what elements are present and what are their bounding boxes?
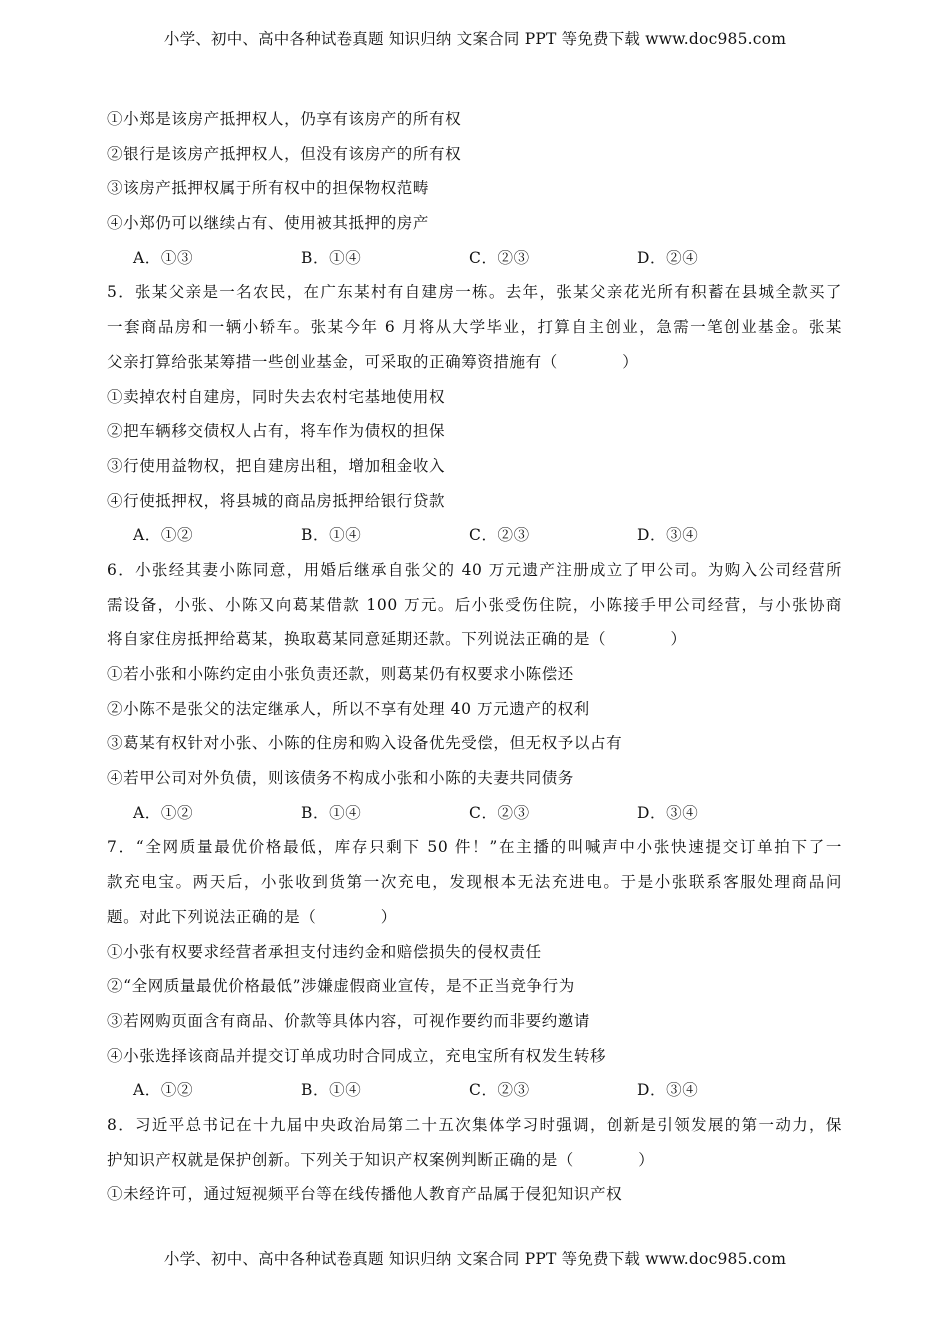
page-header: 小学、初中、高中各种试卷真题 知识归纳 文案合同 PPT 等免费下载 www.doc985.com	[163, 30, 787, 48]
q7-option-c: C．②③	[469, 1081, 530, 1100]
q5-stem-line-1: 5．张某父亲是一名农民，在广东某村有自建房一栋。去年，张某父亲花光所有积蓄在县城全款买了	[107, 283, 842, 302]
q6-stem-line-2: 需设备，小张、小陈又向葛某借款 100 万元。后小张受伤住院，小陈接手甲公司经营，与小张协商	[107, 595, 842, 614]
q4-statement-3: ③该房产抵押权属于所有权中的担保物权范畴	[107, 179, 430, 198]
q5-statement-1: ①卖掉农村自建房，同时失去农村宅基地使用权	[107, 387, 446, 406]
q7-statement-3: ③若网购页面含有商品、价款等具体内容，可视作要约而非要约邀请	[107, 1011, 591, 1030]
q6-option-a: A．①②	[133, 803, 194, 822]
q5-option-c: C．②③	[469, 526, 530, 545]
q4-statement-1: ①小郑是该房产抵押权人，仍享有该房产的所有权	[107, 110, 462, 128]
q6-statement-1: ①若小张和小陈约定由小张负责还款，则葛某仍有权要求小陈偿还	[107, 665, 574, 683]
q7-statement-4: ④小张选择该商品并提交订单成功时合同成立，充电宝所有权发生转移	[107, 1046, 607, 1065]
q7-stem-line-3: 题。对此下列说法正确的是（ ）	[107, 907, 397, 926]
q6-statement-3: ③葛某有权针对小张、小陈的住房和购入设备优先受偿，但无权予以占有	[107, 734, 623, 753]
q8-stem-line-1: 8．习近平总书记在十九届中央政治局第二十五次集体学习时强调，创新是引领发展的第一动力，保	[107, 1115, 842, 1134]
q4-statement-2: ②银行是该房产抵押权人，但没有该房产的所有权	[107, 144, 462, 163]
q5-statement-2: ②把车辆移交债权人占有，将车作为债权的担保	[107, 422, 446, 441]
q5-stem-line-2: 一套商品房和一辆小轿车。张某今年 6 月将从大学毕业，打算自主创业，急需一笔创业基金。张某	[107, 318, 842, 337]
q6-option-d: D．③④	[637, 803, 699, 822]
q7-stem-line-1: 7．“全网质量最优价格最低，库存只剩下 50 件！”在主播的叫喊声中小张快速提交订单拍下了一	[107, 838, 842, 857]
q8-statement-1: ①未经许可，通过短视频平台等在线传播他人教育产品属于侵犯知识产权	[107, 1185, 623, 1204]
q5-option-d: D．③④	[637, 526, 699, 545]
q6-statement-4: ④若甲公司对外负债，则该债务不构成小张和小陈的夫妻共同债务	[107, 769, 574, 788]
q4-statement-4: ④小郑仍可以继续占有、使用被其抵押的房产	[107, 214, 430, 233]
q7-statement-2: ②“全网质量最优价格最低”涉嫌虚假商业宣传，是不正当竞争行为	[107, 977, 575, 996]
q7-options	[107, 1073, 842, 1108]
q4-option-c: C．②③	[469, 248, 530, 267]
q7-statement-1: ①小张有权要求经营者承担支付违约金和赔偿损失的侵权责任	[107, 942, 542, 961]
q6-stem-line-3: 将自家住房抵押给葛某，换取葛某同意延期还款。下列说法正确的是（ ）	[107, 630, 687, 649]
q5-options	[107, 518, 842, 553]
q6-option-b: B．①④	[301, 803, 362, 822]
q4-option-a: A．①③	[133, 248, 194, 267]
q4-option-d: D．②④	[637, 248, 699, 267]
exam-content	[107, 102, 842, 1212]
q4-options	[107, 241, 842, 276]
q7-option-a: A．①②	[133, 1081, 194, 1100]
q6-stem-line-1: 6．小张经其妻小陈同意，用婚后继承自张父的 40 万元遗产注册成立了甲公司。为购入公司经营所	[107, 560, 842, 579]
q5-option-b: B．①④	[301, 526, 362, 545]
q4-option-b: B．①④	[301, 248, 362, 267]
q5-statement-4: ④行使抵押权，将县城的商品房抵押给银行贷款	[107, 491, 446, 510]
q8-stem-line-2: 护知识产权就是保护创新。下列关于知识产权案例判断正确的是（ ）	[107, 1150, 655, 1169]
q5-option-a: A．①②	[133, 526, 194, 545]
q7-stem-line-2: 款充电宝。两天后，小张收到货第一次充电，发现根本无法充进电。于是小张联系客服处理商品问	[107, 873, 842, 892]
page-footer: 小学、初中、高中各种试卷真题 知识归纳 文案合同 PPT 等免费下载 www.doc985.com	[163, 1250, 787, 1268]
q6-options	[107, 796, 842, 831]
q5-statement-3: ③行使用益物权，把自建房出租，增加租金收入	[107, 456, 446, 475]
q6-statement-2: ②小陈不是张父的法定继承人，所以不享有处理 40 万元遗产的权利	[107, 699, 590, 718]
q7-option-d: D．③④	[637, 1081, 699, 1100]
q6-option-c: C．②③	[469, 803, 530, 822]
q7-option-b: B．①④	[301, 1081, 362, 1100]
q5-stem-line-3: 父亲打算给张某筹措一些创业基金，可采取的正确筹资措施有（ ）	[107, 352, 639, 371]
